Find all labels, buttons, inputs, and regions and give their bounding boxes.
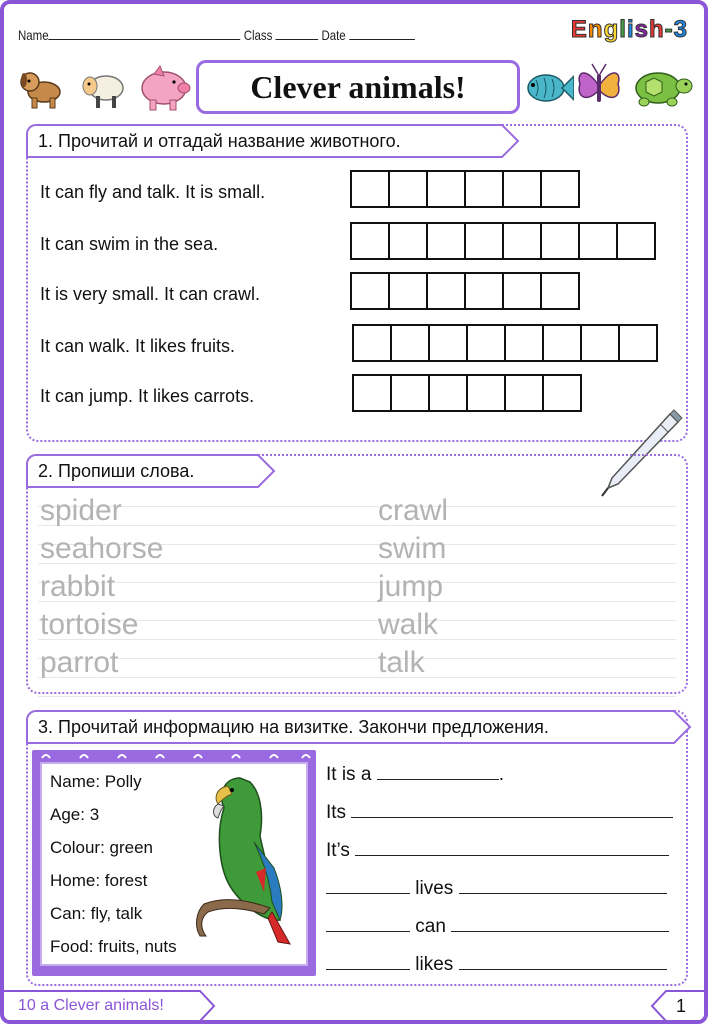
sentence-3-text: It’s xyxy=(326,840,350,861)
section2-heading-text: 2. Пропиши слова. xyxy=(38,460,195,481)
letter-box[interactable] xyxy=(502,170,542,208)
letter-box[interactable] xyxy=(350,272,390,310)
sentence-1-text: It is a xyxy=(326,764,372,785)
trace-word: parrot xyxy=(40,646,119,679)
letter-box[interactable] xyxy=(578,222,618,260)
letter-box[interactable] xyxy=(388,170,428,208)
writing-line xyxy=(38,658,676,659)
riddle-text: It can swim in the sea. xyxy=(40,234,219,254)
trace-word: tortoise xyxy=(40,608,139,641)
letter-box[interactable] xyxy=(350,170,390,208)
trace-word: crawl xyxy=(378,494,449,527)
letter-box[interactable] xyxy=(352,374,392,412)
letter-box[interactable] xyxy=(540,272,580,310)
card-info-line: Can: fly, talk xyxy=(50,904,143,923)
brand-letter: E xyxy=(570,16,588,43)
letter-box[interactable] xyxy=(426,222,466,260)
page-number-tab xyxy=(650,990,708,1022)
page-title: Clever animals! xyxy=(250,68,466,105)
letter-box[interactable] xyxy=(464,222,504,260)
footer-lesson-label: 10 a Clever animals! xyxy=(18,997,164,1014)
sheep-icon xyxy=(78,66,128,110)
trace-word: swim xyxy=(378,532,447,565)
sentence-2-text: Its xyxy=(326,802,347,823)
letter-box[interactable] xyxy=(350,222,390,260)
sentence-6-text: likes xyxy=(415,954,454,975)
brand-letter: h xyxy=(648,16,665,43)
name-blank[interactable] xyxy=(49,26,241,40)
letter-box[interactable] xyxy=(390,374,430,412)
class-blank[interactable] xyxy=(276,26,319,40)
sentence-1-blank[interactable] xyxy=(377,764,499,780)
letter-box[interactable] xyxy=(466,374,506,412)
letter-box[interactable] xyxy=(428,324,468,362)
writing-line xyxy=(38,525,676,526)
section-guess-animal xyxy=(26,124,688,442)
brand-logo xyxy=(571,16,688,44)
sentence-5-blank-b[interactable] xyxy=(451,916,669,932)
letter-box[interactable] xyxy=(352,324,392,362)
ruled-lines xyxy=(38,494,676,688)
sentence-4-blank-a[interactable] xyxy=(326,878,410,894)
brand-letter: 3 xyxy=(673,16,688,43)
sentence-4-text: lives xyxy=(415,878,454,899)
letter-box[interactable] xyxy=(464,272,504,310)
letter-box[interactable] xyxy=(428,374,468,412)
section-copy-words xyxy=(26,454,688,694)
letter-box[interactable] xyxy=(466,324,506,362)
date-blank[interactable] xyxy=(349,26,415,40)
letter-box[interactable] xyxy=(504,324,544,362)
brand-letter: g xyxy=(603,16,620,43)
card-info-line: Food: fruits, nuts xyxy=(50,937,177,956)
riddle-text: It can fly and talk. It is small. xyxy=(40,182,266,202)
parrot-icon xyxy=(194,772,304,948)
sentence-2 xyxy=(326,802,673,824)
answer-boxes xyxy=(352,170,580,208)
student-info-row xyxy=(18,26,414,43)
name-label: Name xyxy=(18,27,49,43)
letter-box[interactable] xyxy=(502,272,542,310)
sentence-6-blank-b[interactable] xyxy=(459,954,667,970)
title-banner xyxy=(196,60,520,114)
trace-word: walk xyxy=(378,608,439,641)
letter-box[interactable] xyxy=(464,170,504,208)
letter-box[interactable] xyxy=(540,170,580,208)
letter-box[interactable] xyxy=(504,374,544,412)
section3-heading-text: 3. Прочитай информацию на визитке. Закончи предложения. xyxy=(38,716,549,737)
letter-box[interactable] xyxy=(616,222,656,260)
sentence-1-end: . xyxy=(498,764,504,785)
trace-word: talk xyxy=(378,646,425,679)
brand-letter: s xyxy=(634,16,649,43)
sentence-6-blank-a[interactable] xyxy=(326,954,410,970)
page-number: 1 xyxy=(676,996,687,1016)
writing-line xyxy=(38,601,676,602)
sentence-3 xyxy=(326,840,669,862)
letter-box[interactable] xyxy=(580,324,620,362)
date-label: Date xyxy=(321,27,346,43)
riddle-text: It can walk. It likes fruits. xyxy=(40,336,236,356)
riddle-text: It is very small. It can crawl. xyxy=(40,284,261,304)
answer-boxes xyxy=(352,222,656,260)
brand-letter: n xyxy=(587,16,604,43)
card-info-line: Age: 3 xyxy=(50,805,100,824)
writing-line xyxy=(38,677,676,678)
letter-box[interactable] xyxy=(426,272,466,310)
brand-letter: l xyxy=(619,16,627,43)
answer-boxes xyxy=(352,272,580,310)
letter-box[interactable] xyxy=(426,170,466,208)
letter-box[interactable] xyxy=(618,324,658,362)
card-info-line: Name: Polly xyxy=(50,772,142,791)
writing-line xyxy=(38,582,676,583)
sentence-5 xyxy=(326,916,669,938)
trace-word: jump xyxy=(378,570,444,603)
card-info-line: Home: forest xyxy=(50,871,148,890)
business-card-inner xyxy=(40,762,308,966)
sentence-2-blank[interactable] xyxy=(351,802,673,818)
letter-box[interactable] xyxy=(542,374,582,412)
letter-box[interactable] xyxy=(388,222,428,260)
riddle-text: It can jump. It likes carrots. xyxy=(40,386,255,406)
answer-boxes xyxy=(354,374,582,412)
class-label: Class xyxy=(243,27,273,43)
brand-letter: - xyxy=(664,16,674,43)
sentence-1 xyxy=(326,764,504,786)
dog-icon xyxy=(18,66,68,110)
butterfly-icon xyxy=(576,62,622,110)
footer-tab xyxy=(0,990,216,1022)
sentence-4-blank-b[interactable] xyxy=(459,878,667,894)
brand-letter: i xyxy=(626,16,635,43)
trace-word: rabbit xyxy=(40,570,116,603)
section1-heading xyxy=(26,124,500,158)
letter-box[interactable] xyxy=(390,324,430,362)
section1-heading-text: 1. Прочитай и отгадай название животного. xyxy=(38,130,401,151)
trace-word: spider xyxy=(40,494,122,527)
letter-box[interactable] xyxy=(542,324,582,362)
card-info-line: Colour: green xyxy=(50,838,154,857)
business-card xyxy=(32,750,316,976)
writing-line xyxy=(38,696,676,697)
letter-box[interactable] xyxy=(388,272,428,310)
answer-boxes xyxy=(354,324,658,362)
turtle-icon xyxy=(628,68,694,108)
pig-icon xyxy=(134,64,192,112)
sentence-6 xyxy=(326,954,667,976)
letter-box[interactable] xyxy=(540,222,580,260)
section2-heading xyxy=(26,454,256,488)
sentence-3-blank[interactable] xyxy=(355,840,669,856)
sentence-4 xyxy=(326,878,667,900)
sentence-5-blank-a[interactable] xyxy=(326,916,410,932)
writing-line xyxy=(38,506,676,507)
fish-icon xyxy=(524,70,574,106)
trace-word: seahorse xyxy=(40,532,164,565)
letter-box[interactable] xyxy=(502,222,542,260)
sentence-5-text: can xyxy=(415,916,446,937)
section3-heading xyxy=(26,710,674,744)
